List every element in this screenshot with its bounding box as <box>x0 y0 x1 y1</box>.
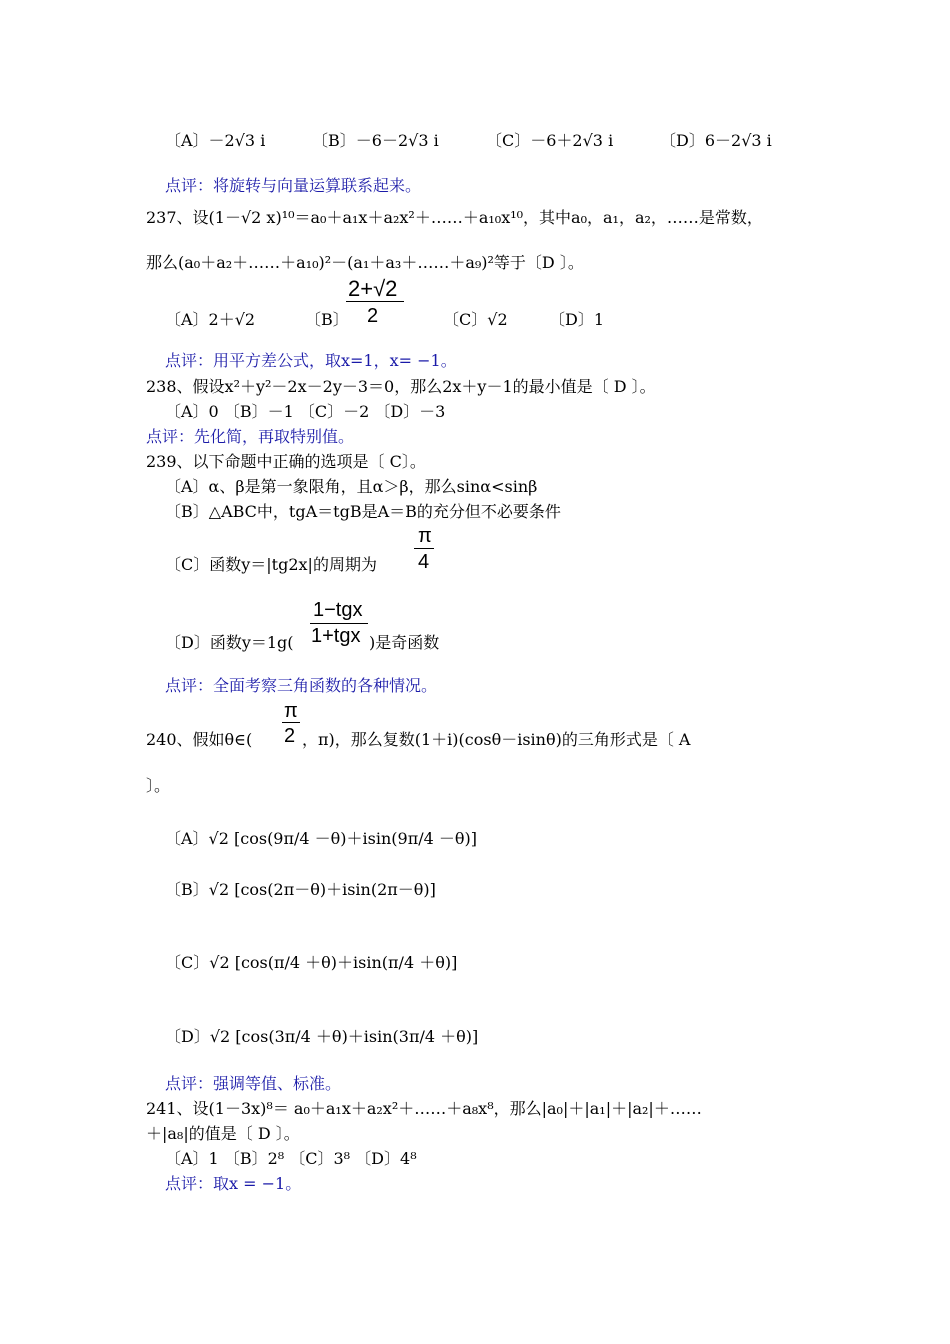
q239-choice-c-numerator: π <box>418 525 432 547</box>
q237-stem-line2: 那么(a₀＋a₂＋……＋a₁₀)²－(a₁＋a₃＋……＋a₉)²等于〔D 〕。 <box>146 253 584 272</box>
q241-choices: 〔A〕1 〔B〕2⁸ 〔C〕3⁸ 〔D〕4⁸ <box>165 1149 417 1168</box>
q239-choice-d-tail: )是奇函数 <box>369 633 440 652</box>
q241-comment: 点评：取x = −1。 <box>165 1174 302 1193</box>
q237-stem-line1: 237、设(1－√2 x)¹⁰＝a₀＋a₁x＋a₂x²＋……＋a₁₀x¹⁰，其中a₀，a₁，a₂，……是常数， <box>146 208 763 227</box>
q237-choice-c: 〔C〕√2 <box>443 310 508 329</box>
q240-choice-c: 〔C〕√2 [cos(π/4 ＋θ)＋isin(π/4 ＋θ)] <box>165 953 458 972</box>
q238-stem: 238、假设x²＋y²－2x－2y－3＝0，那么2x＋y－1的最小值是〔 D 〕。 <box>146 377 656 396</box>
q240-stem-denominator: 2 <box>284 725 296 747</box>
q240-choice-b: 〔B〕√2 [cos(2π－θ)＋isin(2π－θ)] <box>165 880 436 899</box>
q239-comment: 点评：全面考察三角函数的各种情况。 <box>165 676 438 695</box>
q241-stem-line1: 241、设(1－3x)⁸＝ a₀＋a₁x＋a₂x²＋……＋a₈x⁸，那么|a₀|＋|a₁|＋|a₂|＋…… <box>146 1099 702 1118</box>
q239-stem: 239、以下命题中正确的选项是〔 C〕。 <box>146 452 426 471</box>
q237-choice-b-denominator: 2 <box>367 305 379 327</box>
q239-choice-d: 〔D〕函数y＝1g( <box>165 633 294 652</box>
q239-choice-c: 〔C〕函数y＝|tg2x|的周期为 <box>165 555 377 574</box>
q239-d-fraction-bar <box>310 623 368 624</box>
q241-stem-line2: ＋|a₈|的值是〔 D 〕。 <box>146 1124 300 1143</box>
q240-choice-d: 〔D〕√2 [cos(3π/4 ＋θ)＋isin(3π/4 ＋θ)] <box>165 1027 479 1046</box>
q236-choice-d: 〔D〕6－2√3 i <box>660 131 772 150</box>
q239-choice-c-denominator: 4 <box>418 551 430 573</box>
q239-choice-d-numerator: 1−tgx <box>313 599 363 621</box>
q237-fraction-bar <box>346 301 404 302</box>
q237-choice-d: 〔D〕1 <box>549 310 605 329</box>
q240-stem-post: ，π)，那么复数(1＋i)(cosθ－isinθ)的三角形式是〔 A <box>302 730 691 749</box>
q238-choices: 〔A〕0 〔B〕－1 〔C〕－2 〔D〕－3 <box>165 402 446 421</box>
q240-choice-a: 〔A〕√2 [cos(9π/4 －θ)＋isin(9π/4 －θ)] <box>165 829 477 848</box>
q239-choice-b: 〔B〕△ABC中，tgA＝tgB是A＝B的充分但不必要条件 <box>165 502 561 521</box>
q236-comment: 点评：将旋转与向量运算联系起来。 <box>165 176 422 195</box>
q239-choice-a: 〔A〕α、β是第一象限角，且α＞β，那么sinα<sinβ <box>165 477 538 496</box>
q237-choice-b: 〔B〕 <box>305 310 349 329</box>
q237-comment: 点评：用平方差公式，取x=1，x= −1。 <box>165 351 457 370</box>
q236-choice-b: 〔B〕－6－2√3 i <box>312 131 439 150</box>
q237-choice-a: 〔A〕2＋√2 <box>165 310 256 329</box>
q237-choice-b-numerator: 2+√2 <box>348 276 398 301</box>
q236-choice-c: 〔C〕－6＋2√3 i <box>486 131 614 150</box>
q236-choice-a: 〔A〕－2√3 i <box>165 131 266 150</box>
q238-comment: 点评：先化简，再取特别值。 <box>146 427 355 446</box>
q240-stem-numerator: π <box>284 700 298 722</box>
q240-stem-pre: 240、假如θ∈( <box>146 730 253 749</box>
q240-stem-fraction-bar <box>282 722 300 723</box>
q240-comment: 点评：强调等值、标准。 <box>165 1074 342 1093</box>
q240-stem-end: 〕。 <box>146 776 171 795</box>
q239-c-fraction-bar <box>414 548 434 549</box>
q239-choice-d-denominator: 1+tgx <box>311 625 361 647</box>
